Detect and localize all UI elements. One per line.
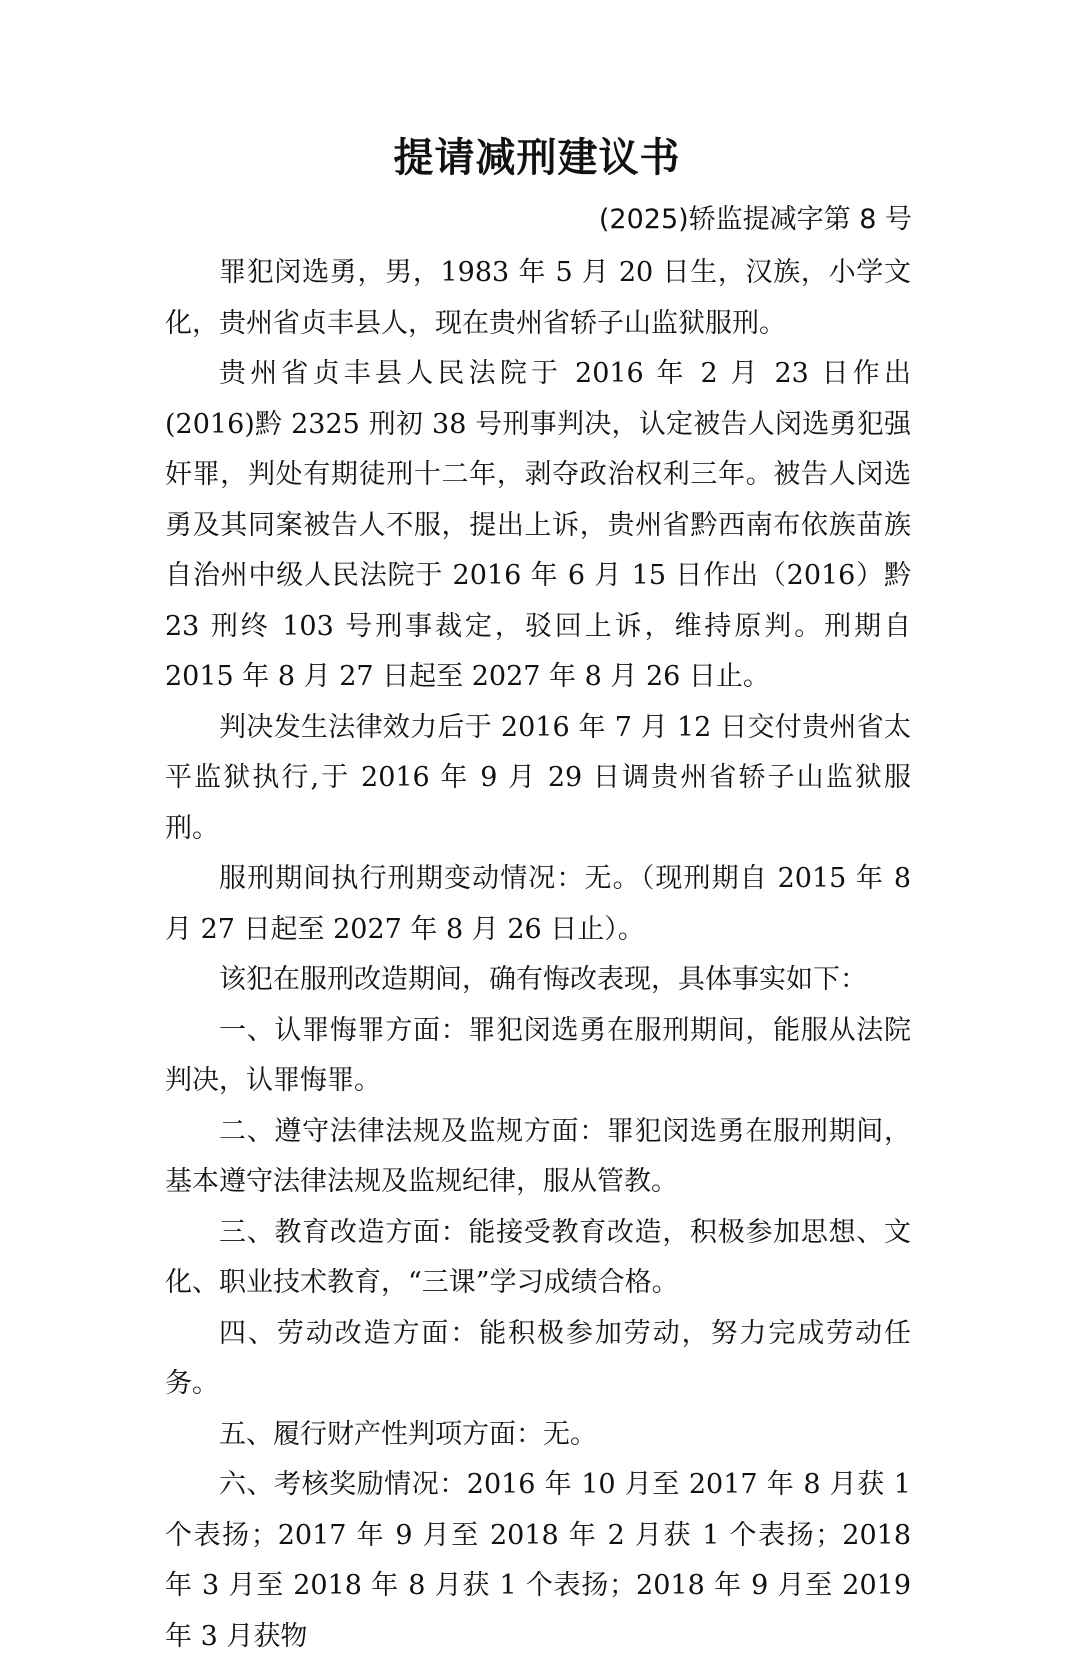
paragraph-offender-info: 罪犯闵选勇，男，1983 年 5 月 20 日生，汉族，小学文化，贵州省贞丰县人，现在贵州省轿子山监狱服刑。 <box>165 257 911 339</box>
paragraph-item-6: 六、考核奖励情况：2016 年 10 月至 2017 年 8 月获 1 个表扬；2017 年 9 月至 2018 年 2 月获 1 个表扬；2018 年 3 月至 2018 年 8 月获 1 个表扬；2018 年 9 月至 2019 年 3 月获物 <box>165 1469 911 1652</box>
paragraph-item-4: 四、劳动改造方面：能积极参加劳动，努力完成劳动任务。 <box>165 1317 911 1399</box>
paragraph-sentence-change: 服刑期间执行刑期变动情况：无。（现刑期自 2015 年 8 月 27 日起至 2027 年 8 月 26 日止）。 <box>165 863 911 945</box>
paragraph-execution: 判决发生法律效力后于 2016 年 7 月 12 日交付贵州省太平监狱执行,于 2016 年 9 月 29 日调贵州省轿子山监狱服刑。 <box>165 711 911 844</box>
document-number: (2025)轿监提减字第 8 号 <box>598 204 912 235</box>
document-body <box>165 248 911 1662</box>
paragraph-judgment: 贵州省贞丰县人民法院于 2016 年 2 月 23 日作出(2016)黔 2325 刑初 38 号刑事判决，认定被告人闵选勇犯强奸罪，判处有期徒刑十二年，剥夺政治权利三年。被告人闵选勇及其同案被告人不服，提出上诉，贵州省黔西南布依族苗族自治州中级人民法院于 2016 年 6 月 15 日作出（2016）黔 23 刑终 103 号刑事裁定，驳回上诉，维持原判。刑期自 2015 年 8 月 27 日起至 2027 年 8 月 26 日止。 <box>165 358 911 692</box>
paragraph-item-5: 五、履行财产性判项方面：无。 <box>219 1418 597 1450</box>
paragraph-item-2: 二、遵守法律法规及监规方面：罪犯闵选勇在服刑期间，基本遵守法律法规及监规纪律，服从管教。 <box>165 1115 911 1197</box>
paragraph-repentance-intro: 该犯在服刑改造期间，确有悔改表现，具体事实如下： <box>219 964 867 995</box>
document-title: 提请减刑建议书 <box>393 134 681 181</box>
paragraph-item-1: 一、认罪悔罪方面：罪犯闵选勇在服刑期间，能服从法院判决，认罪悔罪。 <box>165 1014 911 1096</box>
paragraph-item-3: 三、教育改造方面：能接受教育改造，积极参加思想、文化、职业技术教育，“三课”学习成绩合格。 <box>165 1216 911 1298</box>
